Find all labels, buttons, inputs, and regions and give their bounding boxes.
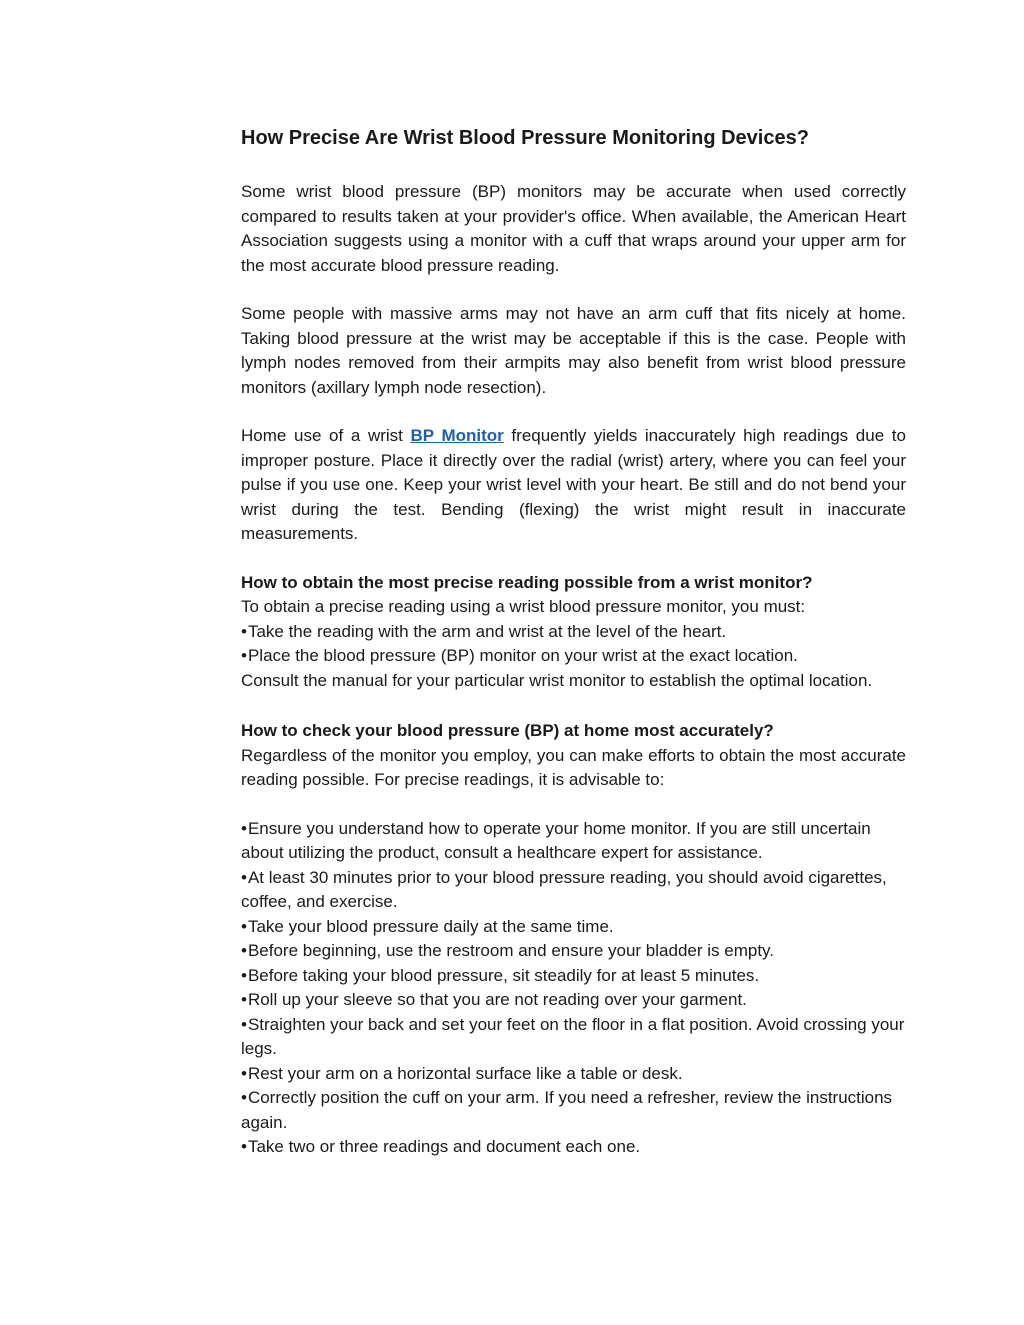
paragraph-home-use-start: Home use of a wrist — [241, 426, 411, 445]
list-item: • Take your blood pressure daily at the same time. — [241, 915, 906, 940]
list-item: • Ensure you understand how to operate your home monitor. If you are still uncertain about utilizing the product, consult a healthcare expert for assistance. — [241, 817, 906, 866]
list-item: • Place the blood pressure (BP) monitor on your wrist at the exact location. — [241, 644, 906, 669]
paragraph-large-arms: Some people with massive arms may not have an arm cuff that fits nicely at home. Taking blood pressure at the wrist may be acceptable if this is the case. People with lymph nodes removed from their armpits may also benefit from wrist blood pressure monitors (axillary lymph node resection). — [241, 304, 906, 397]
section-heading-wrist-monitor: How to obtain the most precise reading possible from a wrist monitor? — [241, 572, 813, 592]
paragraph-home-use-end: frequently yields inaccurately high readings due to improper posture. Place it directly over the radial (wrist) artery, where you can feel your pulse if you use one. Keep your wrist level with your heart. Be still and do not bend your wrist during the test. Bending (flexing) the wrist might result in inaccurate measurements. — [241, 426, 906, 543]
list-item: • Roll up your sleeve so that you are not reading over your garment. — [241, 988, 906, 1013]
section-intro-wrist-monitor: To obtain a precise reading using a wrist blood pressure monitor, you must: — [241, 597, 806, 616]
section-home-check — [241, 719, 906, 1160]
list-item: • Correctly position the cuff on your arm. If you need a refresher, review the instructions again. — [241, 1086, 906, 1135]
list-item: • Take the reading with the arm and wrist at the level of the heart. — [241, 620, 906, 645]
section-wrist-monitor — [241, 571, 906, 694]
section-outro-wrist-monitor: Consult the manual for your particular wrist monitor to establish the optimal location. — [241, 670, 873, 690]
spacer — [241, 793, 906, 817]
list-item: • Before taking your blood pressure, sit steadily for at least 5 minutes. — [241, 964, 906, 989]
section-heading-home-check: How to check your blood pressure (BP) at home most accurately? — [241, 721, 774, 740]
paragraph-accuracy: Some wrist blood pressure (BP) monitors may be accurate when used correctly compared to results taken at your provider's office. When available, the American Heart Association suggests using a monitor with a cuff that wraps around your upper arm for the most accurate blood pressure reading. — [241, 182, 906, 275]
bp-monitor-link[interactable]: BP Monitor — [410, 426, 504, 445]
page-title: How Precise Are Wrist Blood Pressure Monitoring Devices? — [241, 127, 809, 149]
list-item: • Straighten your back and set your feet on the floor in a flat position. Avoid crossing your legs. — [241, 1013, 906, 1062]
list-item: • At least 30 minutes prior to your blood pressure reading, you should avoid cigarettes, coffee, and exercise. — [241, 866, 906, 915]
document-page — [241, 122, 906, 1186]
list-item: • Rest your arm on a horizontal surface like a table or desk. — [241, 1062, 906, 1087]
list-item: • Take two or three readings and document each one. — [241, 1135, 906, 1160]
section-intro-home-check: Regardless of the monitor you employ, you can make efforts to obtain the most accurate reading possible. For precise readings, it is advisable to: — [241, 745, 906, 789]
list-item: • Before beginning, use the restroom and ensure your bladder is empty. — [241, 939, 906, 964]
paragraph-home-use — [241, 424, 906, 547]
